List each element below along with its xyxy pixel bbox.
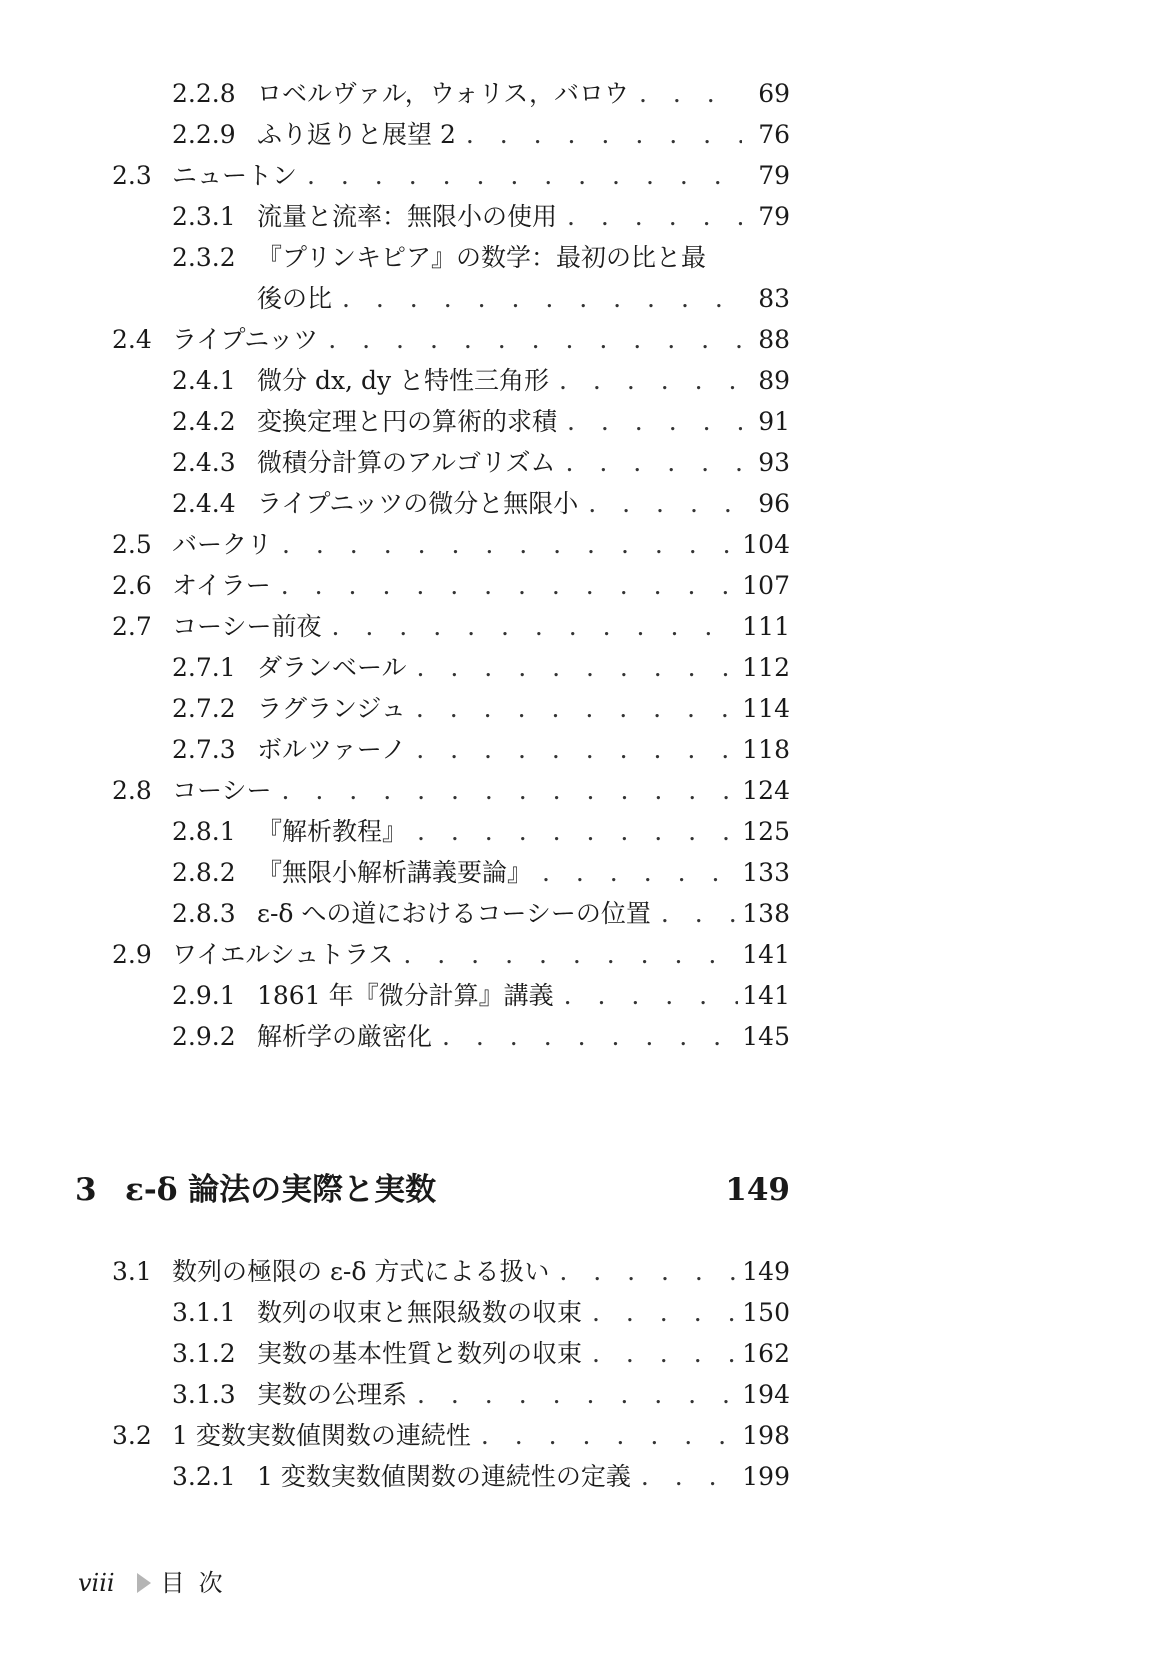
entry-title: ダランベール: [257, 653, 407, 682]
entry-page: 96: [758, 489, 790, 518]
toc-entry-2-3[interactable]: [0, 156, 790, 196]
entry-page: 69: [758, 79, 790, 108]
entry-number: 2.7.3: [172, 735, 236, 764]
entry-number: 2.4.2: [172, 407, 236, 436]
entry-title: 『解析教程』: [257, 817, 408, 846]
entry-page: 141: [742, 981, 790, 1010]
toc-entry-2-9-1[interactable]: [0, 976, 790, 1016]
dot-leader: [272, 525, 738, 565]
entry-title: 実数の公理系: [257, 1380, 408, 1409]
dot-leader: [631, 1457, 738, 1497]
toc-entry-2-7[interactable]: [0, 607, 790, 647]
entry-page: 112: [742, 653, 790, 682]
dot-leader: [432, 1017, 738, 1057]
toc-entry-2-7-1[interactable]: [0, 648, 790, 688]
dot-leader: [629, 74, 742, 114]
entry-number: 2.4.3: [172, 448, 236, 477]
dot-leader: [406, 689, 738, 729]
entry-number: 2.8: [112, 776, 152, 805]
entry-page: 125: [742, 817, 790, 846]
dot-leader: [557, 402, 742, 442]
toc-entry-2-4[interactable]: [0, 320, 790, 360]
entry-number: 3.1.3: [172, 1380, 236, 1409]
toc-entry-2-4-4[interactable]: [0, 484, 790, 524]
entry-page: 79: [758, 161, 790, 190]
entry-title: 『無限小解析講義要論』: [257, 858, 533, 887]
entry-page: 149: [742, 1257, 790, 1286]
entry-page: 124: [742, 776, 790, 805]
toc-entry-2-3-1[interactable]: [0, 197, 790, 237]
entry-page: 93: [758, 448, 790, 477]
page-folio: viii: [78, 1569, 115, 1597]
entry-number: 3.2.1: [172, 1462, 236, 1491]
toc-entry-2-5[interactable]: [0, 525, 790, 565]
toc-entry-2-3-2[interactable]: [0, 238, 790, 278]
entry-title: ε-δ への道におけるコーシーの位置: [257, 899, 651, 928]
entry-title: 『プリンキピア』の数学：最初の比と最: [257, 243, 707, 272]
entry-number: 3.1.1: [172, 1298, 236, 1327]
dot-leader: [332, 279, 742, 319]
dot-leader: [471, 1416, 738, 1456]
entry-page: 88: [758, 325, 790, 354]
entry-title: ライプニッツ: [172, 325, 319, 354]
entry-number: 2.9: [112, 940, 152, 969]
toc-entry-2-7-2[interactable]: [0, 689, 790, 729]
entry-title: オイラー: [172, 571, 271, 600]
entry-page: 79: [758, 202, 790, 231]
dot-leader: [406, 730, 738, 770]
dot-leader: [318, 320, 742, 360]
dot-leader: [556, 443, 742, 483]
entry-number: 3.1.2: [172, 1339, 236, 1368]
toc-entry-2-8-2[interactable]: [0, 853, 790, 893]
dot-leader: [272, 771, 739, 811]
entry-number: 2.3.2: [172, 243, 236, 272]
toc-entry-3-2[interactable]: [0, 1416, 790, 1456]
toc-entry-2-9-2[interactable]: [0, 1017, 790, 1057]
toc-entry-2-8-3[interactable]: [0, 894, 790, 934]
entry-number: 2.9.2: [172, 1022, 236, 1051]
entry-number: 2.8.1: [172, 817, 236, 846]
entry-page: 145: [742, 1022, 790, 1051]
entry-title: 数列の極限の ε-δ 方式による扱い: [172, 1257, 550, 1286]
chapter-heading[interactable]: [0, 1168, 790, 1212]
entry-page: 138: [742, 899, 790, 928]
toc-entry-3-1[interactable]: [0, 1252, 790, 1292]
entry-title: ふり返りと展望 2: [257, 120, 456, 149]
entry-number: 2.9.1: [172, 981, 236, 1010]
triangle-right-icon: [137, 1573, 151, 1593]
entry-title: 1 変数実数値関数の連続性の定義: [257, 1462, 631, 1491]
entry-number: 2.7.1: [172, 653, 236, 682]
dot-leader: [407, 648, 739, 688]
entry-title: 微積分計算のアルゴリズム: [257, 448, 556, 477]
entry-page: 107: [742, 571, 790, 600]
entry-page: 150: [742, 1298, 790, 1327]
entry-page: 104: [742, 530, 790, 559]
dot-leader: [549, 1252, 738, 1292]
toc-entry-3-1-2[interactable]: [0, 1334, 790, 1374]
entry-number: 2.3: [112, 161, 152, 190]
running-footer-label: 目次: [160, 1569, 237, 1597]
entry-page: 141: [742, 940, 790, 969]
toc-entry-2-4-3[interactable]: [0, 443, 790, 483]
entry-page: 118: [742, 735, 790, 764]
entry-title: ボルツァーノ: [257, 735, 407, 764]
entry-title: ニュートン: [172, 161, 298, 190]
toc-entry-2-2-8[interactable]: [0, 74, 790, 114]
entry-title: バークリ: [172, 530, 273, 559]
dot-leader: [407, 812, 738, 852]
dot-leader: [322, 607, 739, 647]
dot-leader: [554, 976, 739, 1016]
toc-entry-2-7-3[interactable]: [0, 730, 790, 770]
toc-entry-2-4-1[interactable]: [0, 361, 790, 401]
toc-entry-2-8-1[interactable]: [0, 812, 790, 852]
toc-entry-3-2-1[interactable]: [0, 1457, 790, 1497]
entry-page: 162: [742, 1339, 790, 1368]
entry-title: 実数の基本性質と数列の収束: [257, 1339, 583, 1368]
entry-number: 2.2.8: [172, 79, 236, 108]
entry-page: 199: [742, 1462, 790, 1491]
entry-number: 3.1: [112, 1257, 152, 1286]
dot-leader: [297, 156, 742, 196]
entry-title: コーシー: [172, 776, 272, 805]
dot-leader: [532, 853, 738, 893]
entry-number: 2.7: [112, 612, 152, 641]
entry-page: 133: [742, 858, 790, 887]
entry-number: 2.2.9: [172, 120, 236, 149]
entry-title: 流量と流率：無限小の使用: [257, 202, 558, 231]
dot-leader: [407, 1375, 738, 1415]
entry-title: ラグランジュ: [257, 694, 406, 723]
toc-entry-3-1-1[interactable]: [0, 1293, 790, 1333]
entry-page: 111: [742, 612, 790, 641]
entry-number: 2.4.4: [172, 489, 236, 518]
entry-number: 2.5: [112, 530, 152, 559]
toc-entry-2-4-2[interactable]: [0, 402, 790, 442]
entry-title: 1861 年『微分計算』講義: [257, 981, 554, 1010]
entry-number: 2.4: [112, 325, 152, 354]
dot-leader: [582, 1334, 738, 1374]
entry-page: 83: [758, 284, 790, 313]
entry-title: ライプニッツの微分と無限小: [257, 489, 579, 518]
entry-number: 2.3.1: [172, 202, 236, 231]
entry-number: 2.6: [112, 571, 152, 600]
chapter-title: ε-δ 論法の実際と実数: [125, 1172, 437, 1208]
page-footer: [78, 1565, 237, 1601]
entry-title: 後の比: [257, 284, 333, 313]
entry-title: 1 変数実数値関数の連続性: [172, 1421, 471, 1450]
dot-leader: [271, 566, 739, 606]
toc-entry-2-2-9[interactable]: [0, 115, 790, 155]
entry-title: ロベルヴァル，ウォリス，バロウ: [257, 79, 630, 108]
entry-number: 2.8.3: [172, 899, 236, 928]
entry-title: 解析学の厳密化: [257, 1022, 433, 1051]
toc-entry-2-3-2-continued[interactable]: [0, 279, 790, 319]
entry-page: 76: [758, 120, 790, 149]
entry-number: 2.7.2: [172, 694, 236, 723]
entry-number: 2.4.1: [172, 366, 236, 395]
entry-title: ワイエルシュトラス: [172, 940, 394, 969]
dot-leader: [651, 894, 738, 934]
entry-page: 194: [742, 1380, 790, 1409]
entry-page: 89: [758, 366, 790, 395]
entry-page: 198: [742, 1421, 790, 1450]
entry-page: 91: [758, 407, 790, 436]
chapter-number: 3: [75, 1172, 97, 1208]
dot-leader: [578, 484, 742, 524]
entry-title: 変換定理と円の算術的求積: [257, 407, 558, 436]
toc-entry-2-6[interactable]: [0, 566, 790, 606]
dot-leader: [456, 115, 742, 155]
dot-leader: [393, 935, 738, 975]
dot-leader: [557, 197, 742, 237]
chapter-page: 149: [725, 1172, 790, 1208]
entry-number: 3.2: [112, 1421, 152, 1450]
entry-page: 114: [742, 694, 790, 723]
dot-leader: [582, 1293, 738, 1333]
toc-entry-3-1-3[interactable]: [0, 1375, 790, 1415]
entry-title: コーシー前夜: [172, 612, 322, 641]
entry-title: 数列の収束と無限級数の収束: [257, 1298, 583, 1327]
dot-leader: [549, 361, 742, 401]
toc-entry-2-8[interactable]: [0, 771, 790, 811]
entry-title: 微分 dx, dy と特性三角形: [257, 366, 550, 395]
entry-number: 2.8.2: [172, 858, 236, 887]
toc-entry-2-9[interactable]: [0, 935, 790, 975]
